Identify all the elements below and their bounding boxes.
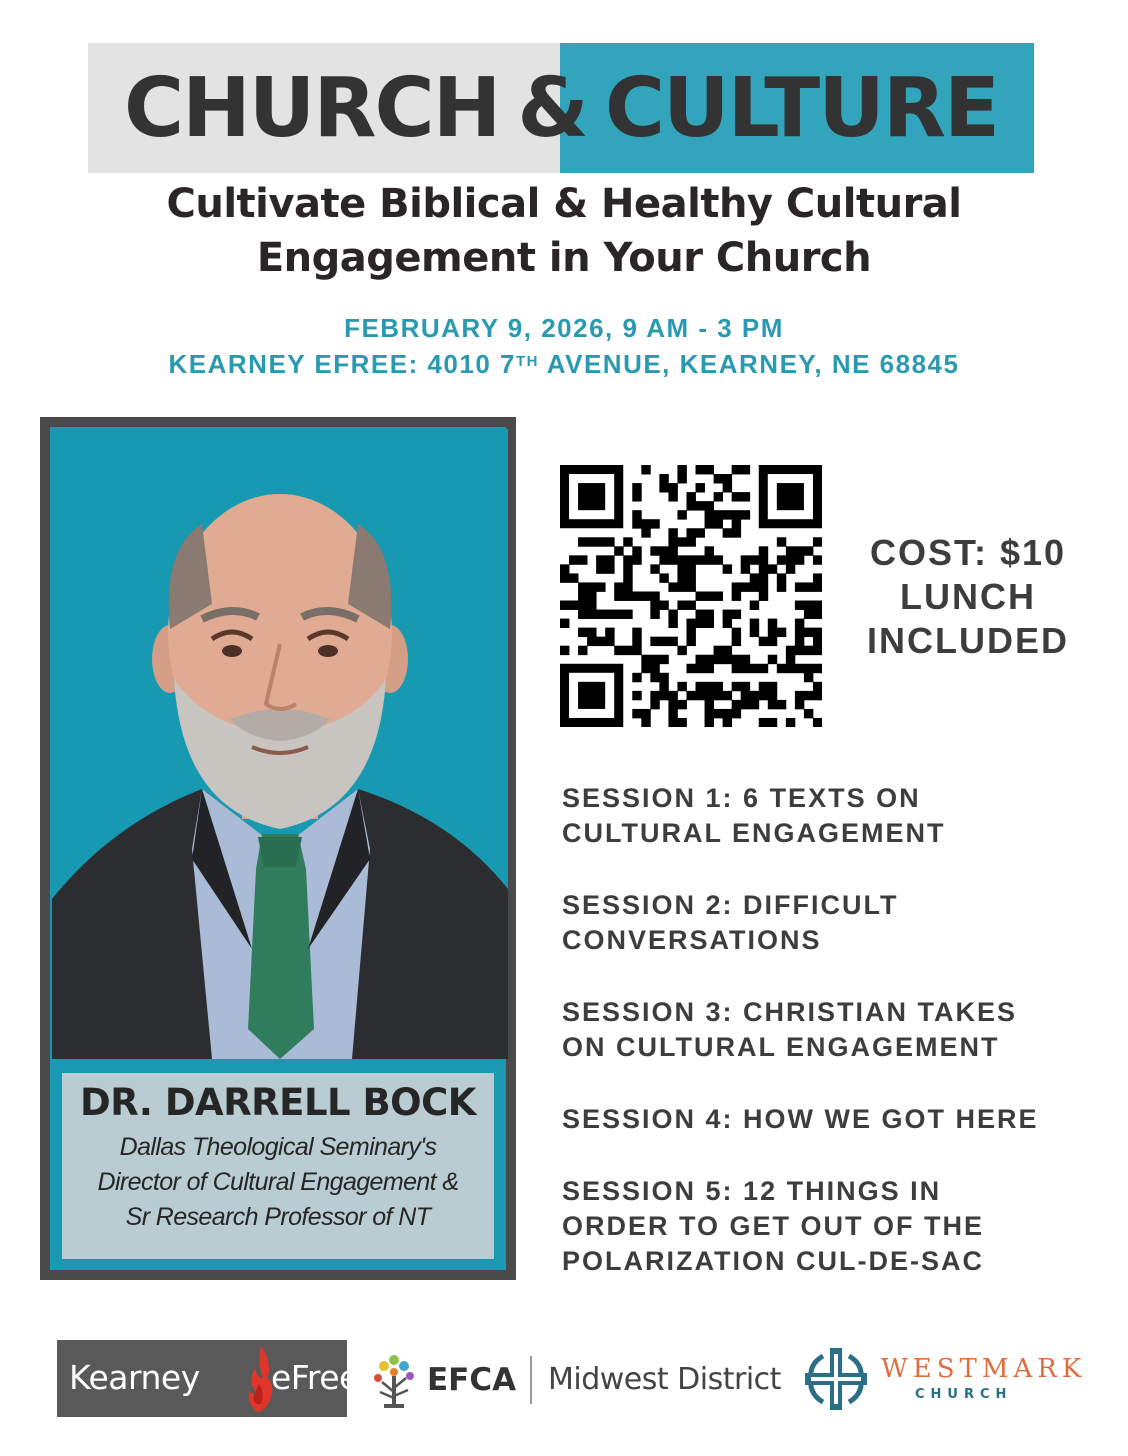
speaker-role-line-1: Dallas Theological Seminary's	[119, 1133, 437, 1161]
page-title	[88, 43, 1034, 173]
session-line: ORDER TO GET OUT OF THE	[562, 1211, 985, 1241]
session-list	[562, 781, 1102, 1316]
session-line: SESSION 4: HOW WE GOT HERE	[562, 1104, 1039, 1134]
session-item	[562, 1174, 1102, 1279]
westmark-cross-icon	[803, 1346, 869, 1412]
speaker-role-line-3: Sr Research Professor of NT	[125, 1203, 431, 1231]
cost-info	[848, 531, 1088, 663]
subtitle-line-2: Engagement in Your Church	[256, 235, 872, 281]
speaker-name: DR. DARRELL BOCK	[80, 1081, 476, 1124]
title-church: CHURCH	[124, 60, 500, 156]
midwest-district-text: Midwest District	[548, 1362, 781, 1397]
event-date-time: FEBRUARY 9, 2026, 9 AM - 3 PM	[344, 313, 784, 343]
session-item	[562, 1102, 1102, 1137]
westmark-church-logo	[803, 1344, 1087, 1414]
speaker-role-line-2: Director of Cultural Engagement &	[97, 1168, 459, 1196]
tree-icon	[372, 1352, 416, 1410]
qr-code-icon[interactable]	[560, 465, 822, 727]
event-info	[0, 312, 1128, 382]
location-prefix: KEARNEY EFREE: 4010 7	[168, 349, 516, 379]
cost-line-3: INCLUDED	[867, 620, 1069, 661]
efree-logo-text: eFree	[271, 1358, 359, 1397]
logo-divider	[530, 1356, 532, 1404]
session-line: SESSION 5: 12 THINGS IN	[562, 1176, 942, 1206]
kearney-logo-text: Kearney	[69, 1358, 200, 1397]
subtitle-line-1: Cultivate Biblical & Healthy Cultural	[166, 181, 962, 227]
session-item	[562, 781, 1102, 851]
session-line: SESSION 1: 6 TEXTS ON	[562, 783, 921, 813]
speaker-role	[62, 1130, 494, 1235]
session-line: SESSION 2: DIFFICULT	[562, 890, 899, 920]
session-line: SESSION 3: CHRISTIAN TAKES	[562, 997, 1018, 1027]
speaker-photo	[52, 429, 508, 1059]
title-culture: CULTURE	[604, 60, 998, 156]
session-line: POLARIZATION CUL-DE-SAC	[562, 1246, 984, 1276]
location-suffix: AVENUE, KEARNEY, NE 68845	[539, 349, 960, 379]
subtitle	[0, 177, 1128, 285]
location-superscript: TH	[516, 353, 539, 370]
cost-line-1: COST: $10	[869, 532, 1067, 573]
title-ampersand: &	[517, 60, 587, 156]
session-item	[562, 888, 1102, 958]
cost-line-2: LUNCH	[900, 576, 1036, 617]
event-location	[0, 346, 1128, 382]
efca-logo	[372, 1350, 782, 1410]
speaker-name-box	[62, 1073, 494, 1259]
title-banner	[88, 43, 1034, 173]
efca-logo-text: EFCA	[427, 1362, 517, 1398]
westmark-logo-text: WESTMARK	[881, 1354, 1087, 1384]
speaker-card	[40, 417, 516, 1280]
westmark-church-text: CHURCH	[915, 1387, 1013, 1402]
session-line: CONVERSATIONS	[562, 925, 822, 955]
session-line: CULTURAL ENGAGEMENT	[562, 818, 946, 848]
session-line: ON CULTURAL ENGAGEMENT	[562, 1032, 1000, 1062]
session-item	[562, 995, 1102, 1065]
kearney-efree-logo	[57, 1340, 359, 1417]
